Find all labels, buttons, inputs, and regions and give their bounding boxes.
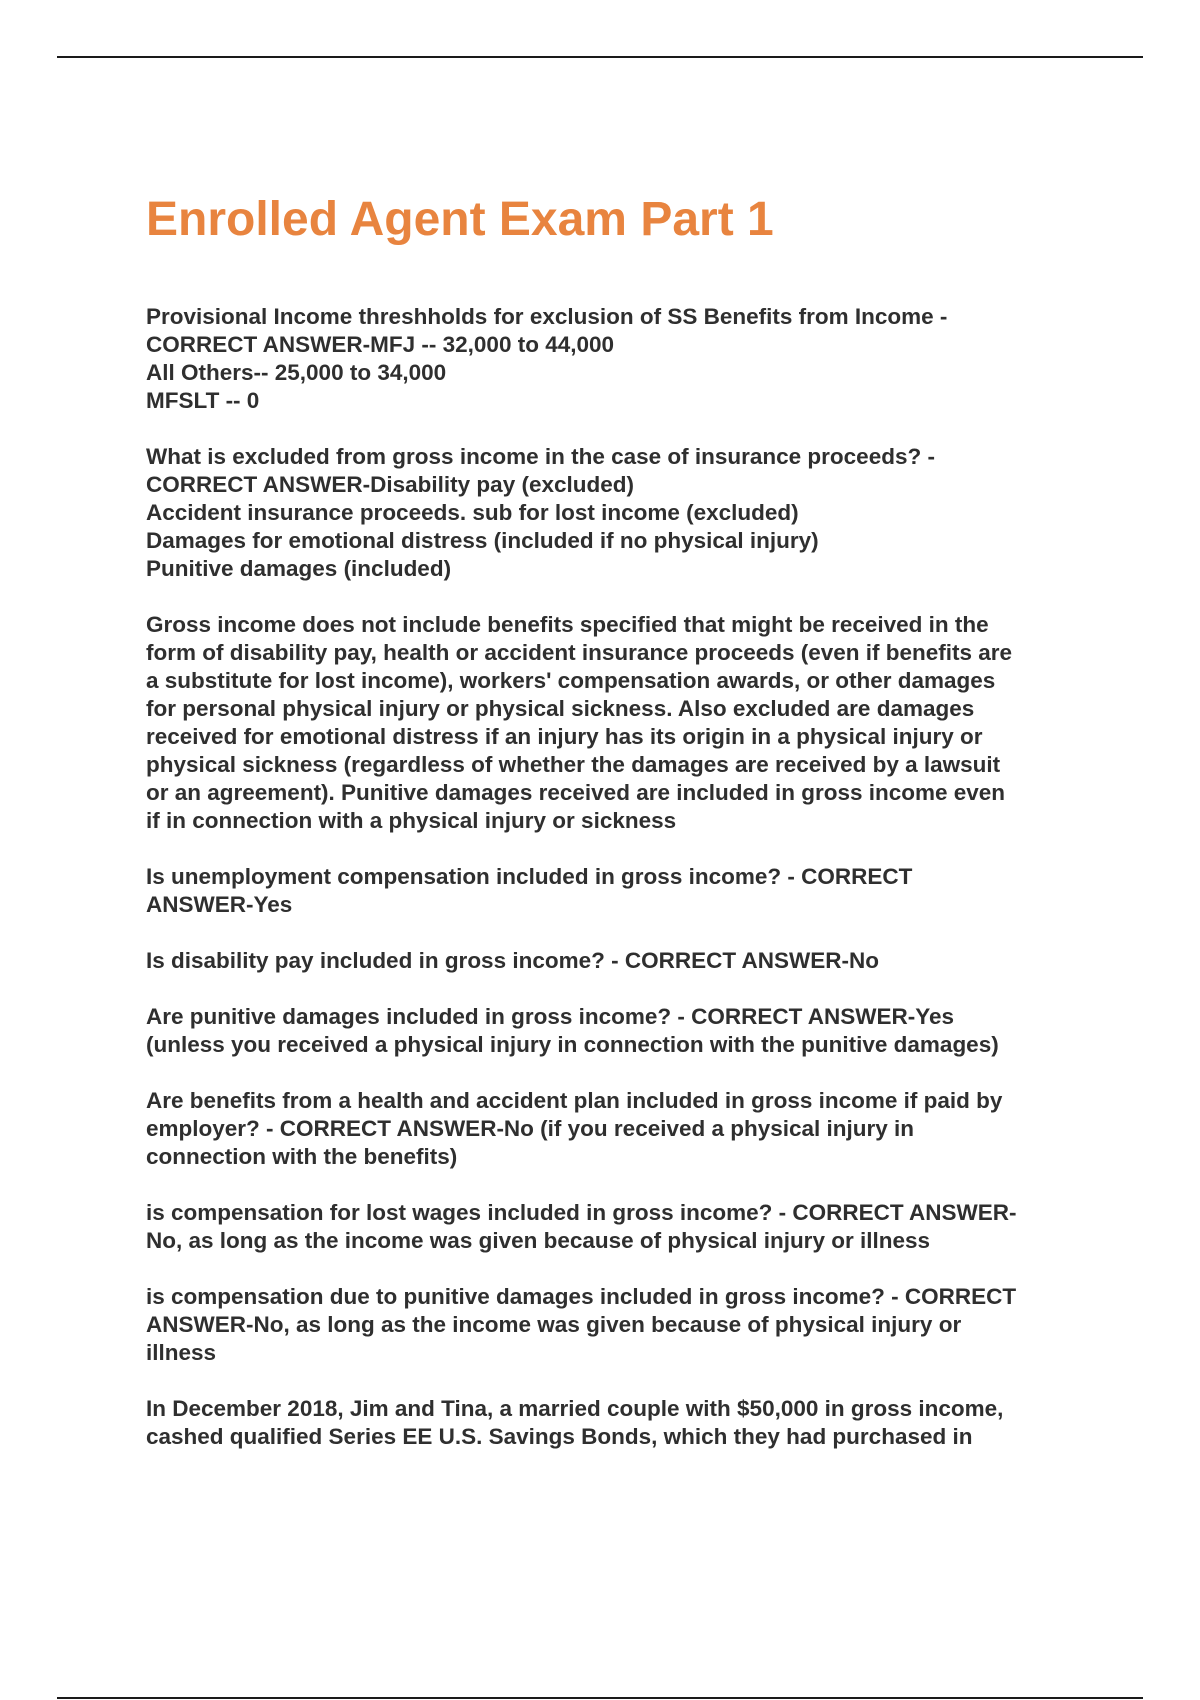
qa-block	[146, 1087, 1086, 1171]
text-line: Are punitive damages included in gross income? - CORRECT ANSWER-Yes	[146, 1004, 955, 1029]
text-line: if in connection with a physical injury or sickness	[146, 808, 677, 833]
text-line: cashed qualified Series EE U.S. Savings Bonds, which they had purchased in	[146, 1424, 973, 1449]
document-title: Enrolled Agent Exam Part 1	[146, 193, 774, 246]
text-line: (unless you received a physical injury in connection with the punitive damages)	[146, 1032, 999, 1057]
document-body	[146, 303, 1086, 1479]
text-line: connection with the benefits)	[146, 1144, 458, 1169]
text-line: form of disability pay, health or accident insurance proceeds (even if benefits are	[146, 640, 1013, 665]
text-line: is compensation due to punitive damages included in gross income? - CORRECT	[146, 1284, 1017, 1309]
qa-block	[146, 1283, 1086, 1367]
text-line: received for emotional distress if an injury has its origin in a physical injury or	[146, 724, 983, 749]
text-line: Accident insurance proceeds. sub for lost income (excluded)	[146, 500, 799, 525]
text-line: Is unemployment compensation included in gross income? - CORRECT	[146, 864, 913, 889]
text-line: physical sickness (regardless of whether the damages are received by a lawsuit	[146, 752, 1001, 777]
qa-block	[146, 863, 1086, 919]
text-line: ANSWER-No, as long as the income was given because of physical injury or	[146, 1312, 962, 1337]
qa-block	[146, 1003, 1086, 1059]
text-line: or an agreement). Punitive damages received are included in gross income even	[146, 780, 1006, 805]
text-line: All Others-- 25,000 to 34,000	[146, 360, 447, 385]
explanation-paragraph	[146, 611, 1086, 835]
bottom-rule	[57, 1697, 1143, 1699]
text-line: a substitute for lost income), workers' compensation awards, or other damages	[146, 668, 996, 693]
qa-block	[146, 947, 1086, 975]
top-rule	[57, 56, 1143, 58]
text-line: Is disability pay included in gross income? - CORRECT ANSWER-No	[146, 948, 879, 973]
qa-block	[146, 1199, 1086, 1255]
qa-block	[146, 303, 1086, 415]
text-line: ANSWER-Yes	[146, 892, 293, 917]
text-line: Are benefits from a health and accident plan included in gross income if paid by	[146, 1088, 1003, 1113]
text-line: Provisional Income threshholds for exclusion of SS Benefits from Income -	[146, 304, 948, 329]
text-line: for personal physical injury or physical sickness. Also excluded are damages	[146, 696, 975, 721]
text-line: In December 2018, Jim and Tina, a married couple with $50,000 in gross income,	[146, 1396, 1004, 1421]
text-line: CORRECT ANSWER-MFJ -- 32,000 to 44,000	[146, 332, 615, 357]
text-line: Damages for emotional distress (included if no physical injury)	[146, 528, 819, 553]
text-line: illness	[146, 1340, 217, 1365]
text-line: What is excluded from gross income in the case of insurance proceeds? -	[146, 444, 935, 469]
text-line: CORRECT ANSWER-Disability pay (excluded)	[146, 472, 634, 497]
qa-block	[146, 443, 1086, 583]
text-line: is compensation for lost wages included in gross income? - CORRECT ANSWER-	[146, 1200, 1017, 1225]
qa-block	[146, 1395, 1086, 1451]
text-line: Punitive damages (included)	[146, 556, 452, 581]
text-line: Gross income does not include benefits specified that might be received in the	[146, 612, 989, 637]
text-line: MFSLT -- 0	[146, 388, 260, 413]
text-line: No, as long as the income was given because of physical injury or illness	[146, 1228, 930, 1253]
text-line: employer? - CORRECT ANSWER-No (if you received a physical injury in	[146, 1116, 915, 1141]
